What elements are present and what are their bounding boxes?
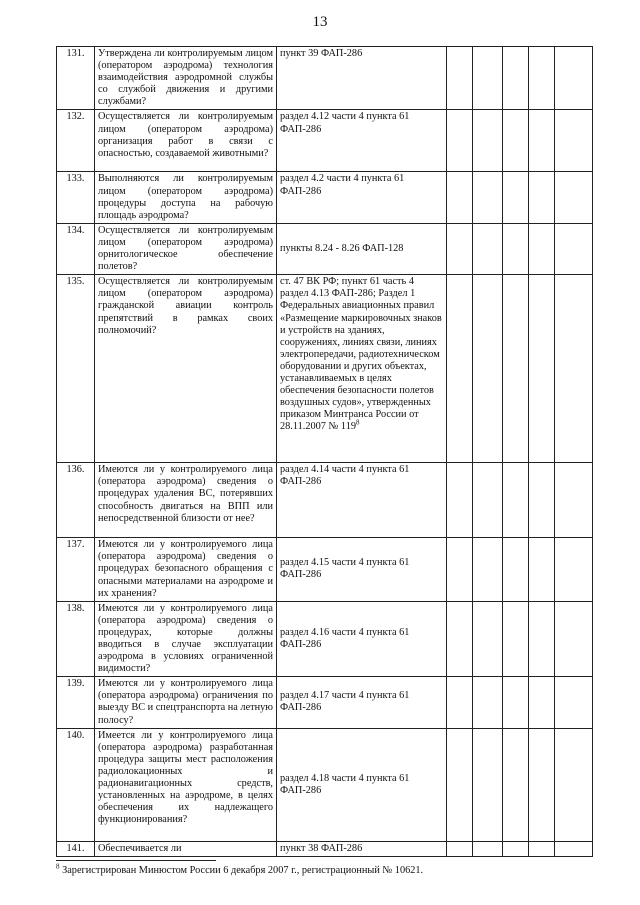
row-reference (277, 601, 447, 677)
table-row (57, 728, 593, 841)
empty-cell (529, 463, 555, 538)
empty-cell (473, 728, 503, 841)
empty-cell (503, 601, 529, 677)
table-row (57, 601, 593, 677)
row-question: Осуществляется ли контролируемым лицом (оператором аэродрома) организация работ в связи с опасностью, создаваемой животными? (95, 110, 277, 172)
empty-cell (503, 110, 529, 172)
empty-cell (529, 538, 555, 601)
row-number: 138. (57, 601, 95, 677)
row-reference (277, 172, 447, 223)
empty-cell (555, 223, 593, 274)
row-number: 139. (57, 677, 95, 728)
row-number: 140. (57, 728, 95, 841)
empty-cell (555, 677, 593, 728)
table-row (57, 172, 593, 223)
empty-cell (473, 275, 503, 463)
empty-cell (473, 601, 503, 677)
reference-text: ст. 47 ВК РФ; пункт 61 часть 4 раздел 4.13 ФАП-286; Раздел 1 Федеральных авиационных правил «Размещение маркировочных знаков и устройств на зданиях, сооружениях, линиях связи, линиях электропередачи, радиотехническом оборудовании и других объектах, устанавливаемых в целях обеспечения безопасности полетов воздушных судов», утвержденных приказом Минтранса России от 28.11.2007 № 119 (280, 276, 442, 433)
footnote (56, 862, 424, 877)
reference-text: раздел 4.17 части 4 пункта 61 ФАП-286 (280, 690, 410, 714)
empty-cell (555, 538, 593, 601)
table-row (57, 110, 593, 172)
empty-cell (473, 677, 503, 728)
row-reference (277, 47, 447, 110)
row-number: 132. (57, 110, 95, 172)
footnote-mark: 8 (56, 862, 60, 871)
row-reference (277, 223, 447, 274)
row-number: 134. (57, 223, 95, 274)
row-number: 131. (57, 47, 95, 110)
reference-text: раздел 4.12 части 4 пункта 61 ФАП-286 (280, 111, 410, 135)
reference-text: раздел 4.15 части 4 пункта 61 ФАП-286 (280, 557, 410, 581)
reference-text: пункты 8.24 - 8.26 ФАП-128 (280, 242, 404, 254)
empty-cell (447, 172, 473, 223)
empty-cell (555, 110, 593, 172)
row-question: Осуществляется ли контролируемым лицом (оператором аэродрома) орнитологическое обеспечение полетов? (95, 223, 277, 274)
table-row (57, 223, 593, 274)
empty-cell (447, 110, 473, 172)
empty-cell (473, 172, 503, 223)
empty-cell (503, 223, 529, 274)
row-reference (277, 841, 447, 856)
empty-cell (529, 728, 555, 841)
row-number: 133. (57, 172, 95, 223)
reference-footnote-mark: 8 (356, 418, 360, 427)
row-question: Осуществляется ли контролируемым лицом (оператором аэродрома) гражданской авиации контроль препятствий в рамках своих полномочий? (95, 275, 277, 463)
empty-cell (473, 463, 503, 538)
empty-cell (503, 47, 529, 110)
empty-cell (529, 841, 555, 856)
empty-cell (555, 841, 593, 856)
reference-text: пункт 38 ФАП-286 (280, 842, 363, 854)
reference-text: раздел 4.14 части 4 пункта 61 ФАП-286 (280, 464, 410, 488)
empty-cell (503, 463, 529, 538)
checklist-table (56, 46, 593, 857)
empty-cell (529, 275, 555, 463)
reference-text: раздел 4.2 части 4 пункта 61 ФАП-286 (280, 173, 405, 197)
empty-cell (473, 538, 503, 601)
empty-cell (555, 601, 593, 677)
empty-cell (529, 172, 555, 223)
row-question: Имеется ли у контролируемого лица (оператора аэродрома) разработанная процедура защиты мест расположения радиолокационных и радионавигационных средств, установленных на аэродроме, в целях обеспечения их надлежащего функционирования? (95, 728, 277, 841)
empty-cell (503, 841, 529, 856)
empty-cell (555, 47, 593, 110)
empty-cell (503, 728, 529, 841)
row-question: Обеспечивается ли (95, 841, 277, 856)
empty-cell (447, 538, 473, 601)
empty-cell (529, 110, 555, 172)
empty-cell (447, 463, 473, 538)
empty-cell (447, 841, 473, 856)
empty-cell (555, 728, 593, 841)
row-question: Имеются ли у контролируемого лица (оператора аэродрома) ограничения по выезду ВС и спецтранспорта на летную полосу? (95, 677, 277, 728)
row-question: Утверждена ли контролируемым лицом (оператором аэродрома) технология взаимодействия аэродромной службы со службой движения и другими службами? (95, 47, 277, 110)
table-row (57, 47, 593, 110)
reference-text: пункт 39 ФАП-286 (280, 48, 363, 59)
empty-cell (503, 172, 529, 223)
row-reference (277, 677, 447, 728)
empty-cell (447, 677, 473, 728)
row-reference (277, 110, 447, 172)
empty-cell (555, 463, 593, 538)
empty-cell (503, 275, 529, 463)
table-row (57, 538, 593, 601)
empty-cell (473, 223, 503, 274)
empty-cell (447, 275, 473, 463)
row-question: Имеются ли у контролируемого лица (оператора аэродрома) сведения о процедурах, которые должны вводиться в случае эксплуатации аэродрома в условиях ограниченной видимости? (95, 601, 277, 677)
empty-cell (447, 601, 473, 677)
row-number: 137. (57, 538, 95, 601)
reference-text: раздел 4.18 части 4 пункта 61 ФАП-286 (280, 772, 410, 796)
empty-cell (447, 47, 473, 110)
footnote-rule (56, 860, 216, 861)
row-reference (277, 538, 447, 601)
row-reference (277, 463, 447, 538)
table-row (57, 463, 593, 538)
table-row (57, 841, 593, 856)
empty-cell (529, 601, 555, 677)
row-question: Имеются ли у контролируемого лица (оператора аэродрома) сведения о процедурах удаления ВС, потерявших способность двигаться на ВПП или непосредственной близости от нее? (95, 463, 277, 538)
empty-cell (529, 223, 555, 274)
page-number: 13 (312, 14, 328, 30)
row-reference (277, 728, 447, 841)
empty-cell (473, 841, 503, 856)
empty-cell (555, 172, 593, 223)
empty-cell (503, 677, 529, 728)
table-row (57, 275, 593, 463)
row-question: Выполняются ли контролируемым лицом (оператором аэродрома) процедуры доступа на рабочую площадь аэродрома? (95, 172, 277, 223)
empty-cell (555, 275, 593, 463)
empty-cell (447, 223, 473, 274)
empty-cell (529, 677, 555, 728)
row-number: 141. (57, 841, 95, 856)
empty-cell (473, 110, 503, 172)
row-number: 136. (57, 463, 95, 538)
empty-cell (503, 538, 529, 601)
reference-text: раздел 4.16 части 4 пункта 61 ФАП-286 (280, 626, 410, 650)
empty-cell (473, 47, 503, 110)
footnote-text: Зарегистрирован Минюстом России 6 декабря 2007 г., регистрационный № 10621. (62, 865, 424, 876)
table-row (57, 677, 593, 728)
empty-cell (447, 728, 473, 841)
empty-cell (529, 47, 555, 110)
row-question: Имеются ли у контролируемого лица (оператора аэродрома) сведения о процедурах безопасного обращения с опасными материалами на аэродроме и их хранения? (95, 538, 277, 601)
row-number: 135. (57, 275, 95, 463)
row-reference (277, 275, 447, 463)
